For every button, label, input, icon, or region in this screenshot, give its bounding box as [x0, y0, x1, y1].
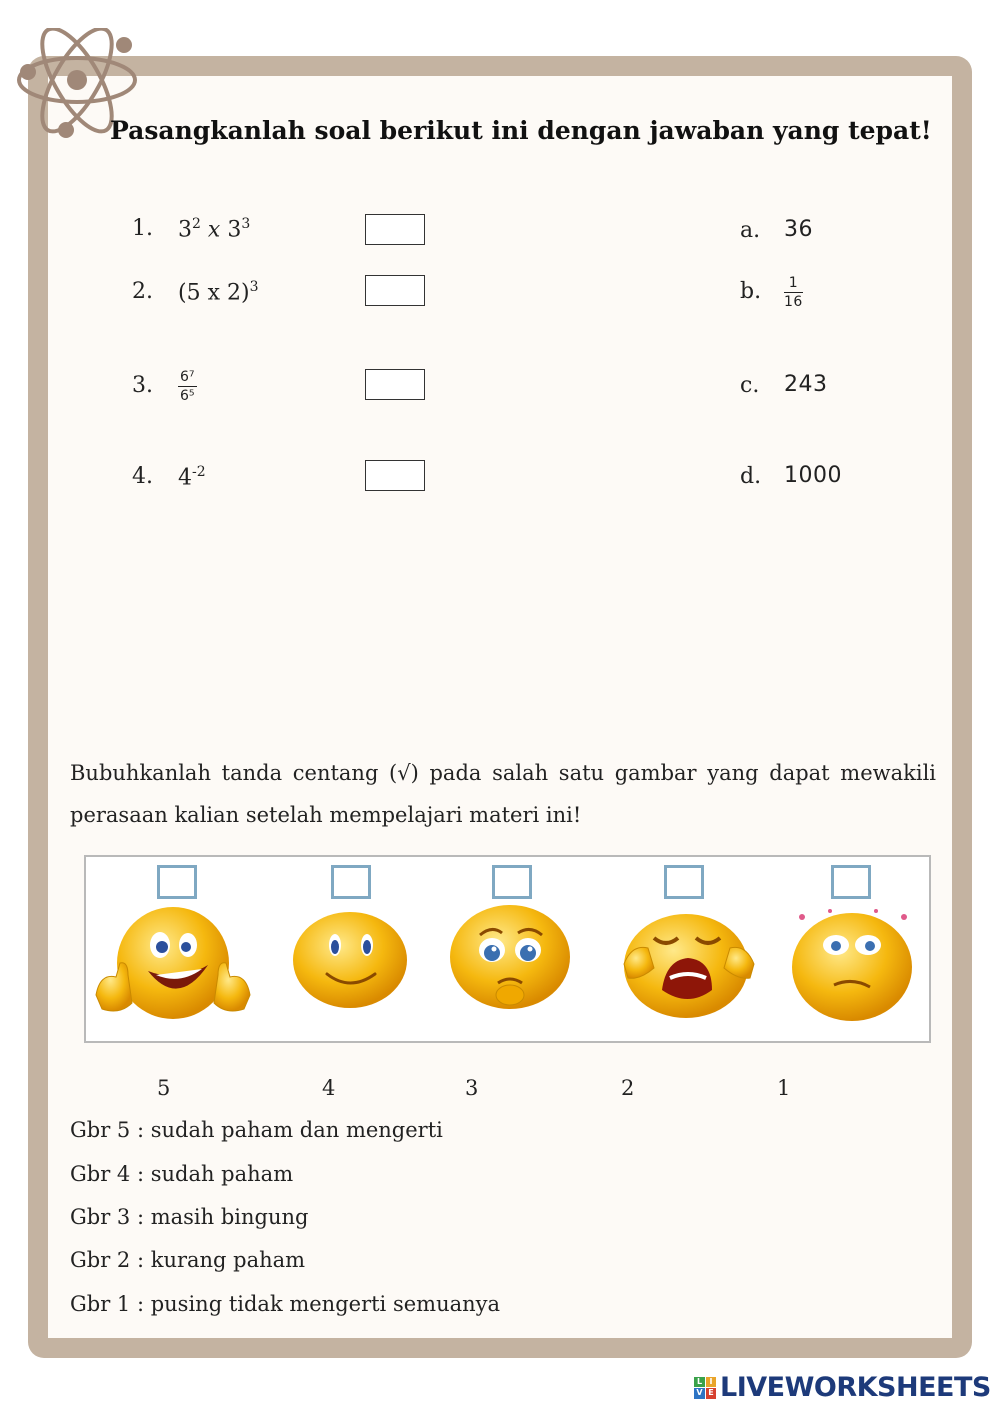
dizzy-emoji-icon: [790, 905, 914, 1023]
answer-box-4[interactable]: [365, 460, 425, 491]
scale-label-5: 5: [157, 1076, 171, 1100]
question-number: 1.: [132, 216, 153, 241]
question-expression: $4^{-2}$: [178, 464, 206, 491]
scale-label-1: 1: [777, 1076, 791, 1100]
answer-box-2[interactable]: [365, 275, 425, 306]
legend-item: Gbr 5 : sudah paham dan mengerti: [70, 1118, 443, 1142]
legend-item: Gbr 2 : kurang paham: [70, 1248, 306, 1272]
scale-label-3: 3: [465, 1076, 479, 1100]
feeling-checkbox-2[interactable]: [664, 865, 704, 899]
answer-letter: a.: [740, 218, 761, 243]
answer-value: 243: [784, 372, 828, 397]
worried-emoji-icon: [448, 905, 572, 1013]
legend-item: Gbr 1 : pusing tidak mengerti semuanya: [70, 1292, 501, 1316]
scale-label-2: 2: [621, 1076, 635, 1100]
legend-item: Gbr 3 : masih bingung: [70, 1205, 309, 1229]
thumbs-up-emoji-icon: [90, 905, 256, 1025]
answer-letter: c.: [740, 373, 760, 398]
instruction-text: Bubuhkanlah tanda centang (√) pada salah satu gambar yang dapat mewakili perasaan kalian setelah mempelajari materi ini!: [70, 761, 936, 827]
answer-box-1[interactable]: [365, 214, 425, 245]
answer-value: [784, 276, 803, 312]
page-title: Pasangkanlah soal berikut ini dengan jawaban yang tepat!: [110, 116, 932, 145]
answer-value: 36: [784, 217, 813, 242]
scale-label-4: 4: [322, 1076, 336, 1100]
fraction: $\frac{1}{16}$: [784, 275, 803, 310]
liveworksheets-logo[interactable]: [694, 1372, 991, 1403]
feeling-checkbox-1[interactable]: [831, 865, 871, 899]
question-number: 4.: [132, 464, 153, 489]
question-number: 2.: [132, 279, 153, 304]
question-expression: (5 x 2)$^3$: [178, 279, 259, 306]
question-expression: [178, 370, 197, 406]
answer-letter: b.: [740, 279, 762, 304]
answer-box-3[interactable]: [365, 369, 425, 400]
crying-emoji-icon: [620, 908, 758, 1020]
feeling-checkbox-4[interactable]: [331, 865, 371, 899]
brand-text: LIVEWORKSHEETS: [720, 1372, 991, 1403]
fraction: $\frac{\text{6⁷}}{\text{6⁵}}$: [180, 369, 195, 404]
question-expression: $3^2$ x $3^3$: [178, 216, 251, 243]
logo-icon: L I V E: [694, 1377, 716, 1399]
smile-emoji-icon: [291, 910, 409, 1010]
feeling-checkbox-3[interactable]: [492, 865, 532, 899]
answer-letter: d.: [740, 464, 762, 489]
feeling-checkbox-5[interactable]: [157, 865, 197, 899]
answer-value: 1000: [784, 463, 842, 488]
question-number: 3.: [132, 373, 153, 398]
legend-item: Gbr 4 : sudah paham: [70, 1162, 294, 1186]
